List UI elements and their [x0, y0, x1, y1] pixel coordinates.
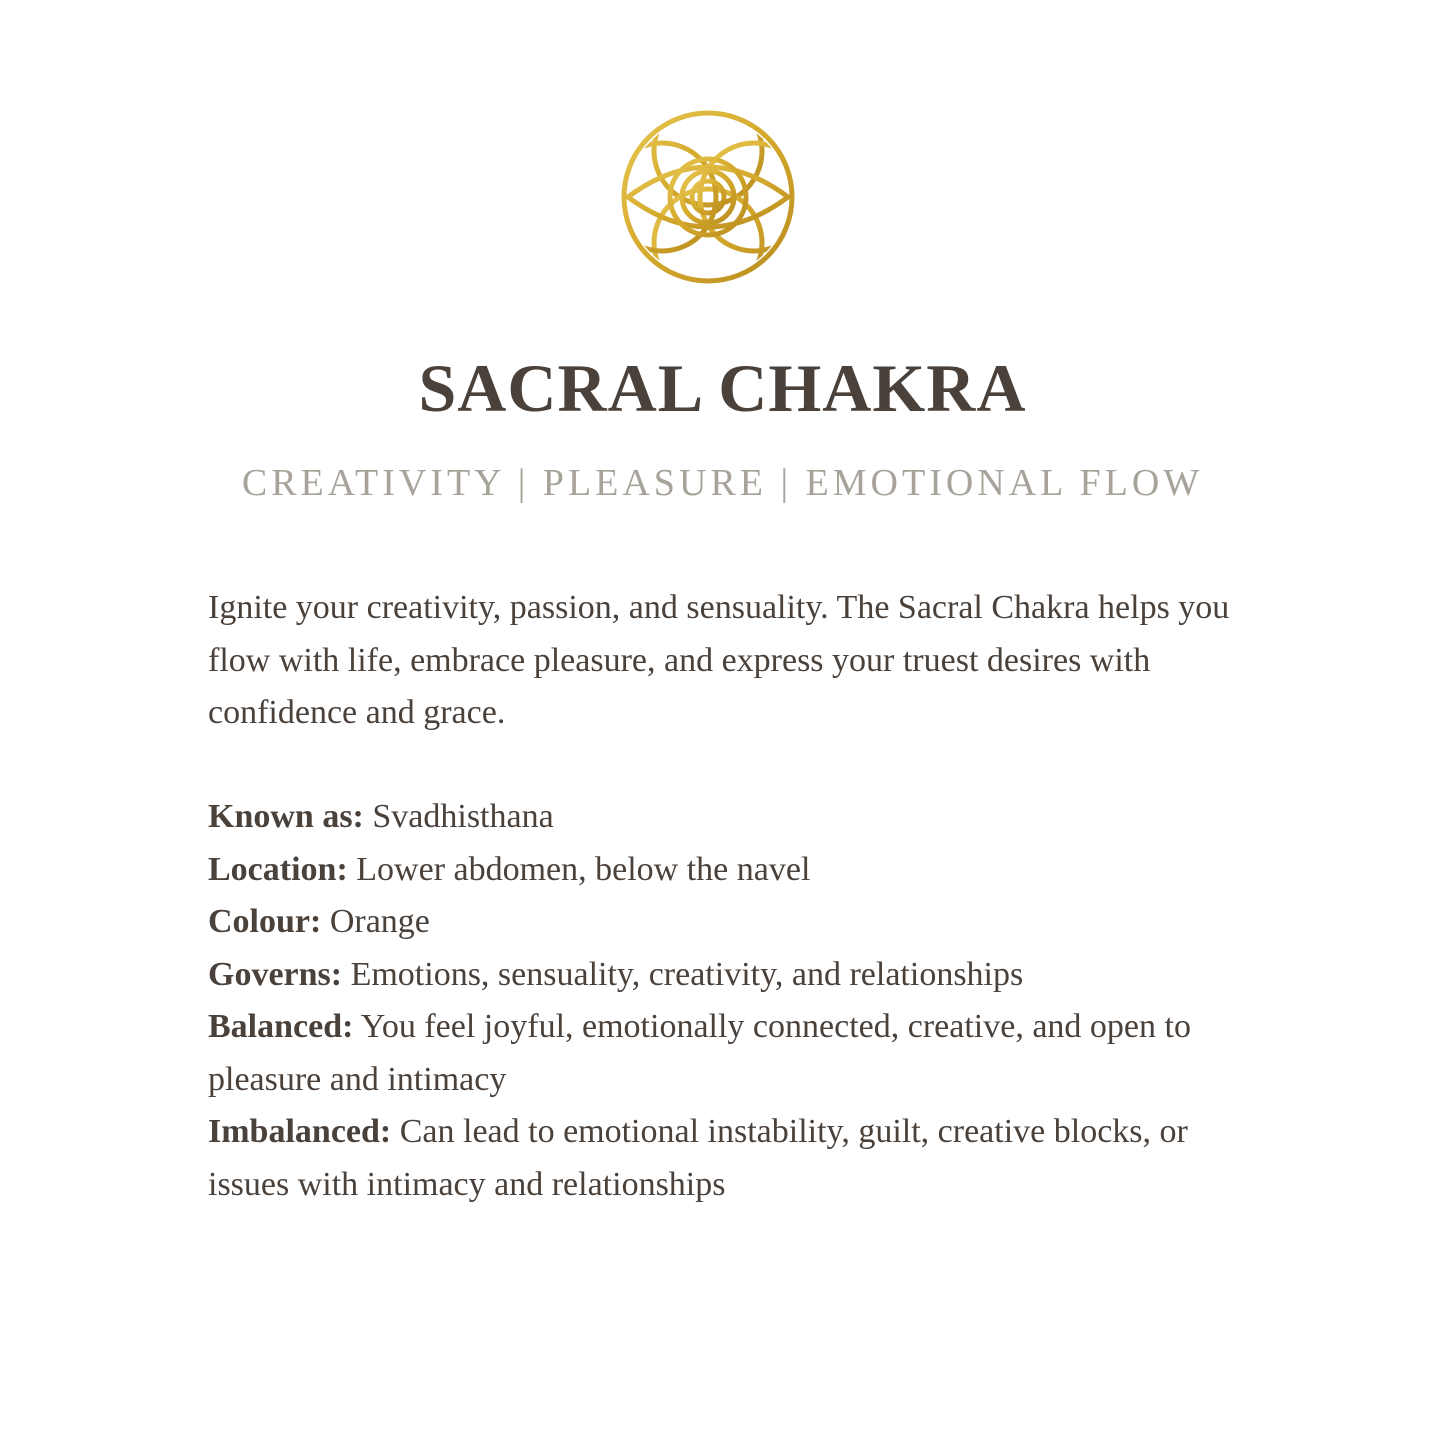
- intro-paragraph: Ignite your creativity, passion, and sensuality. The Sacral Chakra helps you flow with life, embrace pleasure, and express your truest desires with confidence and grace.: [208, 589, 1230, 731]
- detail-value: Can lead to emotional instability, guilt, creative blocks, or issues with intimacy and relationships: [208, 1113, 1188, 1203]
- detail-value: Orange: [329, 903, 430, 940]
- detail-label: Known as:: [208, 798, 364, 835]
- detail-balanced: [208, 1001, 1198, 1106]
- detail-colour: [208, 896, 1198, 949]
- sacral-chakra-lotus-icon: [618, 107, 798, 287]
- page-subtitle: CREATIVITY | PLEASURE | EMOTIONAL FLOW: [241, 462, 1204, 504]
- detail-location: [208, 844, 1198, 897]
- chakra-details-list: [208, 791, 1198, 1211]
- detail-value: Lower abdomen, below the navel: [356, 850, 811, 888]
- page-title: SACRAL CHAKRA: [418, 350, 1027, 426]
- detail-value: Svadhisthana: [372, 798, 554, 835]
- detail-value: You feel joyful, emotionally connected, creative, and open to pleasure and intimacy: [208, 1008, 1191, 1098]
- detail-label: Location:: [208, 850, 348, 888]
- detail-label: Colour:: [208, 903, 322, 940]
- detail-label: Imbalanced:: [208, 1113, 392, 1150]
- detail-known-as: [208, 791, 1198, 844]
- detail-value: Emotions, sensuality, creativity, and relationships: [350, 955, 1024, 993]
- detail-governs: [208, 949, 1198, 1002]
- detail-label: Balanced:: [208, 1008, 354, 1045]
- detail-imbalanced: [208, 1106, 1198, 1211]
- detail-label: Governs:: [208, 955, 343, 993]
